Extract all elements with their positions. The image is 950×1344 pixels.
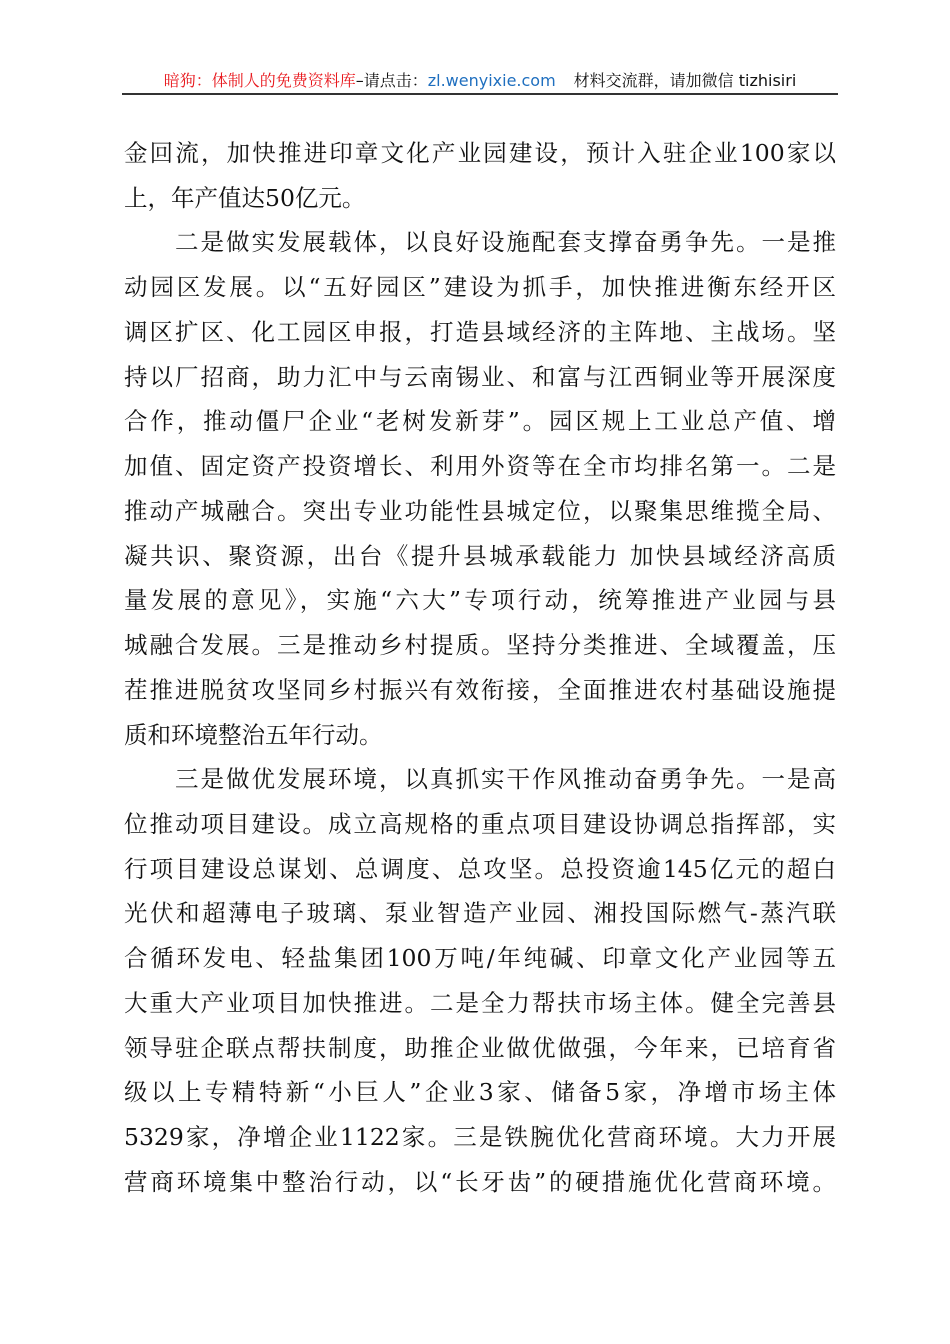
text-line: 推动产城融合。突出专业功能性县城定位，以聚集思维揽全局、 xyxy=(124,496,836,525)
text-line: 调区扩区、化工园区申报，打造县域经济的主阵地、主战场。坚 xyxy=(124,317,836,346)
text-line: 上，年产值达50亿元。 xyxy=(124,183,366,212)
text-line: 持以厂招商，助力汇中与云南锡业、和富与江西铜业等开展深度 xyxy=(124,362,836,391)
text-line: 二是做实发展载体，以良好设施配套支撑奋勇争先。一是推 xyxy=(124,228,836,257)
text-line: 大重大产业项目加快推进。二是全力帮扶市场主体。健全完善县 xyxy=(124,988,836,1017)
document-body xyxy=(124,131,836,1205)
text-line: 量发展的意见》，实施“六大”专项行动，统筹推进产业园与县 xyxy=(124,586,836,615)
text-line: 位推动项目建设。成立高规格的重点项目建设协调总指挥部，实 xyxy=(124,810,836,839)
page-header xyxy=(124,68,836,94)
text-line: 凝共识、聚资源，出台《提升县城承载能力 加快县域经济高质 xyxy=(124,541,836,570)
header-prompt: –请点击： xyxy=(355,71,428,90)
text-line: 加值、固定资产投资增长、利用外资等在全市均排名第一。二是 xyxy=(124,452,836,481)
text-line: 光伏和超薄电子玻璃、泵业智造产业园、湘投国际燃气-蒸汽联 xyxy=(124,899,836,928)
text-line: 合循环发电、轻盐集团100万吨/年纯碱、印章文化产业园等五 xyxy=(124,944,836,973)
text-line: 营商环境集中整治行动，以“长牙齿”的硬措施优化营商环境。 xyxy=(124,1167,836,1196)
text-line: 5329家，净增企业1122家。三是铁腕优化营商环境。大力开展 xyxy=(124,1123,836,1152)
text-line: 三是做优发展环境，以真抓实干作风推动奋勇争先。一是高 xyxy=(124,765,836,794)
text-line: 领导驻企联点帮扶制度，助推企业做优做强，今年来，已培育省 xyxy=(124,1033,836,1062)
text-line: 城融合发展。三是推动乡村提质。坚持分类推进、全域覆盖，压 xyxy=(124,631,836,660)
header-link[interactable]: zl.wenyixie.com xyxy=(427,71,556,90)
header-divider xyxy=(122,93,838,95)
text-line: 动园区发展。以“五好园区”建设为抓手，加快推进衡东经开区 xyxy=(124,273,836,302)
header-brand: 暗狗：体制人的免费资料库 xyxy=(163,71,356,90)
text-line: 茬推进脱贫攻坚同乡村振兴有效衔接，全面推进农村基础设施提 xyxy=(124,675,836,704)
text-line: 级以上专精特新“小巨人”企业3家、储备5家，净增市场主体 xyxy=(124,1078,836,1107)
text-line: 合作，推动僵尸企业“老树发新芽”。园区规上工业总产值、增 xyxy=(124,407,836,436)
text-line: 质和环境整治五年行动。 xyxy=(124,720,383,749)
text-line: 金回流，加快推进印章文化产业园建设，预计入驻企业100家以 xyxy=(124,139,836,167)
header-contact: 材料交流群，请加微信 tizhisiri xyxy=(573,71,797,90)
text-line: 行项目建设总谋划、总调度、总攻坚。总投资逾145亿元的超白 xyxy=(124,854,836,883)
